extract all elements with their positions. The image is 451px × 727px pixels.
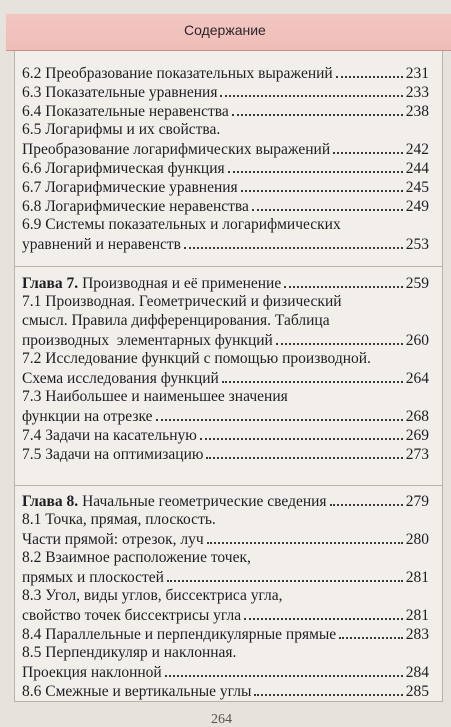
toc-entry-text: уравнений и неравенств bbox=[22, 236, 181, 253]
toc-entry bbox=[22, 624, 429, 644]
toc-page-number: 264 bbox=[405, 370, 429, 387]
dot-leader bbox=[232, 101, 403, 116]
toc-entry-title bbox=[22, 445, 203, 465]
toc-entry-title bbox=[22, 663, 162, 683]
toc-entry bbox=[22, 139, 429, 159]
toc-entry-text: 8.6 Смежные и вертикальные углы bbox=[22, 683, 252, 700]
toc-entry bbox=[22, 158, 429, 178]
toc-entry bbox=[22, 605, 429, 625]
dot-leader bbox=[228, 158, 403, 173]
toc-entry-title bbox=[22, 407, 153, 427]
toc-entry-text: 6.2 Преобразование показательных выражений bbox=[22, 65, 333, 82]
toc-entry bbox=[22, 529, 429, 549]
page-number: 264 bbox=[211, 712, 232, 727]
dot-leader bbox=[222, 368, 403, 383]
toc-page-number: 273 bbox=[405, 446, 429, 463]
toc-entry bbox=[22, 292, 429, 312]
dot-leader bbox=[276, 330, 403, 345]
toc-entry-text: свойство точек биссектрисы угла bbox=[22, 607, 242, 624]
toc-page-number: 284 bbox=[405, 664, 429, 681]
toc-entry-title bbox=[22, 331, 273, 351]
toc-page-number: 260 bbox=[405, 332, 429, 349]
toc-entry-title bbox=[22, 387, 288, 407]
toc-entry bbox=[22, 330, 429, 350]
dot-leader bbox=[206, 444, 402, 459]
toc-entry-text: 8.3 Угол, виды углов, биссектриса угла, bbox=[22, 587, 283, 604]
toc-entry-title bbox=[22, 426, 197, 446]
toc-entry-text: 6.4 Показательные неравенства bbox=[22, 103, 229, 120]
toc-entry-text: 8.1 Точка, прямая, плоскость. bbox=[22, 511, 216, 528]
toc-entry bbox=[22, 311, 429, 331]
toc-page-number: 283 bbox=[405, 626, 429, 643]
toc-entry-title bbox=[22, 548, 251, 568]
header-title: Содержание bbox=[184, 22, 266, 38]
toc-page-number: 242 bbox=[405, 141, 429, 158]
toc-entry bbox=[22, 425, 429, 445]
toc-entry-title bbox=[22, 606, 241, 626]
toc-entry-title bbox=[22, 625, 336, 645]
toc-entry-title bbox=[22, 235, 181, 255]
toc-entry-text: прямых и плоскостей bbox=[22, 569, 164, 586]
toc-page-number: 238 bbox=[405, 103, 429, 120]
toc-entry bbox=[22, 444, 429, 464]
chapter-label: Глава 8. bbox=[22, 493, 79, 510]
dot-leader bbox=[244, 605, 403, 620]
chapter-label: Глава 7. bbox=[22, 275, 79, 292]
toc-entry-text: 6.7 Логарифмические уравнения bbox=[22, 179, 238, 196]
toc-entry-title bbox=[22, 311, 330, 331]
toc-entry bbox=[22, 387, 429, 407]
toc-entry-title bbox=[22, 159, 225, 179]
toc-entry-text: производных элементарных функций bbox=[22, 332, 273, 349]
toc-entry bbox=[22, 406, 429, 426]
toc-entry-text: 7.5 Задачи на оптимизацию bbox=[22, 446, 204, 463]
toc-entry-title bbox=[22, 510, 216, 530]
toc-entry-title bbox=[22, 64, 333, 84]
toc-entry-text: 6.3 Показательные уравнения bbox=[22, 84, 218, 101]
dot-leader bbox=[252, 196, 403, 211]
toc-entry-title bbox=[22, 178, 238, 198]
toc-entry-text: 7.4 Задачи на касательную bbox=[22, 427, 197, 444]
toc-entry-title bbox=[22, 197, 249, 217]
toc-entry-title bbox=[22, 120, 220, 140]
toc-page-number: 269 bbox=[405, 427, 429, 444]
toc-page-number: 281 bbox=[405, 607, 429, 624]
toc-entry-text: 7.1 Производная. Геометрический и физический bbox=[22, 293, 342, 310]
toc-entry-text: Части прямой: отрезок, луч bbox=[22, 531, 204, 548]
dot-leader bbox=[333, 139, 403, 154]
dot-leader bbox=[207, 529, 403, 544]
dot-leader bbox=[284, 273, 403, 288]
toc-page-number: 268 bbox=[405, 408, 429, 425]
toc-entry bbox=[22, 567, 429, 587]
toc-chapter-entry bbox=[22, 491, 429, 511]
toc-entry-title bbox=[22, 492, 327, 512]
dot-leader bbox=[254, 681, 402, 696]
toc-entry bbox=[22, 234, 429, 254]
toc-entry-text: 6.5 Логарифмы и их свойства. bbox=[22, 121, 221, 138]
toc-entry bbox=[22, 215, 429, 235]
toc-entry-text: 6.9 Системы показательных и логарифмических bbox=[22, 216, 341, 233]
toc-entry bbox=[22, 662, 429, 682]
toc-entry bbox=[22, 368, 429, 388]
toc-entry-title bbox=[22, 102, 229, 122]
toc-page-number: 253 bbox=[405, 236, 429, 253]
toc-entry bbox=[22, 586, 429, 606]
toc-entry-text: 8.2 Взаимное расположение точек, bbox=[22, 549, 251, 566]
toc-entry bbox=[22, 349, 429, 369]
toc-entry bbox=[22, 63, 429, 83]
toc-entry-title bbox=[22, 530, 204, 550]
toc-entry-title bbox=[22, 274, 281, 294]
page-header bbox=[6, 14, 451, 51]
toc-page-number: 244 bbox=[405, 160, 429, 177]
toc-entry-title bbox=[22, 292, 342, 312]
toc-page-number: 233 bbox=[405, 84, 429, 101]
toc-entry-title bbox=[22, 83, 217, 103]
toc-page-number: 280 bbox=[405, 531, 429, 548]
toc-entry bbox=[22, 82, 429, 102]
dot-leader bbox=[339, 624, 403, 639]
toc-entry-title bbox=[22, 682, 251, 702]
toc-entry bbox=[22, 548, 429, 568]
toc-entry-title bbox=[22, 568, 164, 588]
toc-page-number: 279 bbox=[405, 493, 429, 510]
toc-entry-title bbox=[22, 349, 371, 369]
toc-entry-title bbox=[22, 369, 219, 389]
toc-entry bbox=[22, 120, 429, 140]
toc-page-number: 285 bbox=[405, 683, 429, 700]
dot-leader bbox=[165, 662, 403, 677]
toc-entry-title bbox=[22, 643, 236, 663]
toc-entry-text: 6.8 Логарифмические неравенства bbox=[22, 198, 249, 215]
toc-entry-text: 8.5 Перпендикуляр и наклонная. bbox=[22, 644, 237, 661]
toc-page-number: 231 bbox=[405, 65, 429, 82]
toc-entry-text: функции на отрезке bbox=[22, 408, 153, 425]
dot-leader bbox=[241, 177, 403, 192]
toc-entry bbox=[22, 196, 429, 216]
dot-leader bbox=[220, 82, 402, 97]
toc-entry-title bbox=[22, 140, 330, 160]
dot-leader bbox=[336, 63, 403, 78]
toc-entry bbox=[22, 101, 429, 121]
dot-leader bbox=[184, 234, 403, 249]
toc-page-number: 249 bbox=[405, 198, 429, 215]
dot-leader bbox=[167, 567, 403, 582]
toc-entry-text: Производная и её применение bbox=[78, 275, 282, 292]
toc-entry bbox=[22, 681, 429, 701]
toc-entry-text: 8.4 Параллельные и перпендикулярные прямые bbox=[22, 626, 337, 643]
toc-entry-title bbox=[22, 586, 283, 606]
toc-page-number: 259 bbox=[405, 275, 429, 292]
toc-entry bbox=[22, 510, 429, 530]
toc-page-number: 245 bbox=[405, 179, 429, 196]
dot-leader bbox=[200, 425, 403, 440]
toc-entry-text: 6.6 Логарифмическая функция bbox=[22, 160, 225, 177]
toc-entry-text: Проекция наклонной bbox=[22, 664, 162, 681]
toc-chapter-entry bbox=[22, 273, 429, 293]
toc-entry-text: смысл. Правила дифференцирования. Таблица bbox=[22, 312, 330, 329]
dot-leader bbox=[156, 406, 403, 421]
toc-entry-title bbox=[22, 215, 341, 235]
toc-entry bbox=[22, 177, 429, 197]
toc-entry bbox=[22, 643, 429, 663]
toc-entry-text: 7.2 Исследование функций с помощью производной. bbox=[22, 350, 371, 367]
toc-entry-text: Преобразование логарифмических выражений bbox=[22, 141, 331, 158]
toc-page-number: 281 bbox=[405, 569, 429, 586]
toc-entry-text: Начальные геометрические сведения bbox=[78, 493, 327, 510]
dot-leader bbox=[330, 491, 403, 506]
toc-entry-text: 7.3 Наибольшее и наименьшее значения bbox=[22, 388, 288, 405]
toc-entry-text: Схема исследования функций bbox=[22, 370, 219, 387]
